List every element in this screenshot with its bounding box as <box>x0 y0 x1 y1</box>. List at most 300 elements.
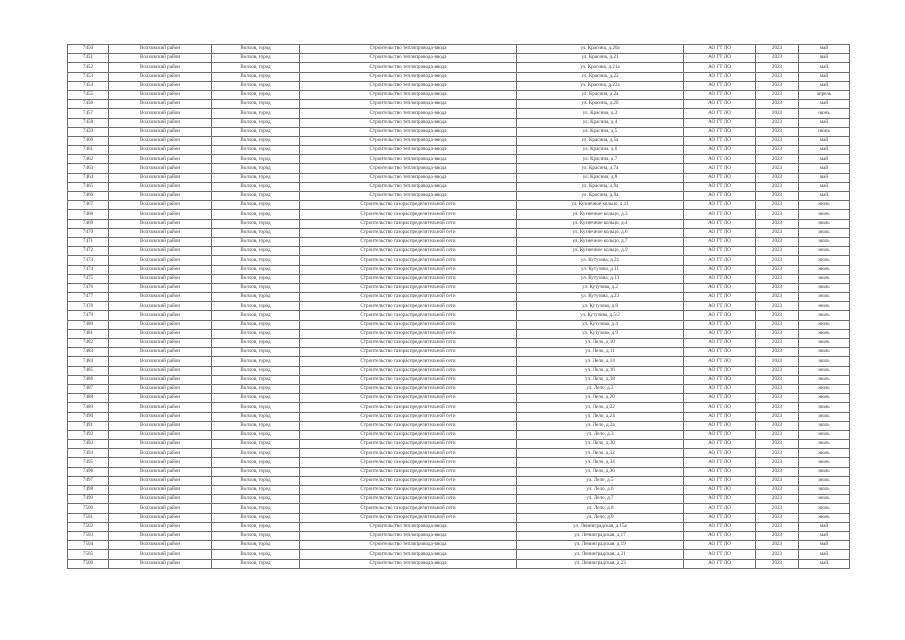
work-type-cell: Строительство теплопровода-ввода <box>300 45 517 54</box>
year-cell: 2023 <box>756 504 799 513</box>
work-type-cell: Строительство теплопровода-ввода <box>300 127 517 136</box>
address-cell: ул. Лело, д.24 <box>517 412 684 421</box>
table-row <box>68 90 850 99</box>
row-number-cell: 7477 <box>68 293 109 302</box>
locality-cell: Волхов, город <box>212 90 300 99</box>
row-number-cell: 7497 <box>68 476 109 485</box>
address-cell: ул. Ленинградская, д.19 <box>517 541 684 550</box>
organization-cell: АО ГТ ЛО <box>684 302 756 311</box>
address-cell: ул. Кутузова, д.9 <box>517 329 684 338</box>
district-cell: Волховский район <box>109 495 212 504</box>
district-cell: Волховский район <box>109 412 212 421</box>
work-type-cell: Строительство газораспределительной сети <box>300 375 517 384</box>
table-row <box>68 559 850 568</box>
year-cell: 2023 <box>756 201 799 210</box>
work-type-cell: Строительство газораспределительной сети <box>300 256 517 265</box>
organization-cell: АО ГТ ЛО <box>684 311 756 320</box>
district-cell: Волховский район <box>109 348 212 357</box>
organization-cell: АО ГТ ЛО <box>684 81 756 90</box>
address-cell: ул. Кузнечное кольцо, д.7 <box>517 237 684 246</box>
year-cell: 2023 <box>756 173 799 182</box>
work-type-cell: Строительство теплопровода-ввода <box>300 72 517 81</box>
address-cell: ул. Красина, д.5а <box>517 136 684 145</box>
work-type-cell: Строительство газораспределительной сети <box>300 476 517 485</box>
locality-cell: Волхов, город <box>212 430 300 439</box>
locality-cell: Волхов, город <box>212 421 300 430</box>
address-cell: ул. Кутузова, д.11 <box>517 265 684 274</box>
address-cell: ул. Кутузова, д.21 <box>517 256 684 265</box>
work-type-cell: Строительство газораспределительной сети <box>300 495 517 504</box>
organization-cell: АО ГТ ЛО <box>684 118 756 127</box>
year-cell: 2023 <box>756 375 799 384</box>
address-cell: ул. Лело, д.32 <box>517 449 684 458</box>
organization-cell: АО ГТ ЛО <box>684 54 756 63</box>
address-cell: ул. Кузнечное кольцо, д.3 <box>517 210 684 219</box>
year-cell: 2023 <box>756 412 799 421</box>
district-cell: Волховский район <box>109 90 212 99</box>
row-number-cell: 7454 <box>68 81 109 90</box>
year-cell: 2023 <box>756 90 799 99</box>
table-row <box>68 228 850 237</box>
table-row <box>68 247 850 256</box>
address-cell: ул. Красина, д.2а <box>517 90 684 99</box>
table-row <box>68 302 850 311</box>
district-cell: Волховский район <box>109 375 212 384</box>
locality-cell: Волхов, город <box>212 412 300 421</box>
year-cell: 2023 <box>756 182 799 191</box>
table-row <box>68 81 850 90</box>
district-cell: Волховский район <box>109 366 212 375</box>
organization-cell: АО ГТ ЛО <box>684 100 756 109</box>
table-row <box>68 265 850 274</box>
organization-cell: АО ГТ ЛО <box>684 421 756 430</box>
district-cell: Волховский район <box>109 440 212 449</box>
table-row <box>68 531 850 540</box>
locality-cell: Волхов, город <box>212 476 300 485</box>
locality-cell: Волхов, город <box>212 63 300 72</box>
row-number-cell: 7455 <box>68 90 109 99</box>
table-row <box>68 182 850 191</box>
address-cell: ул. Красина, д.8 <box>517 173 684 182</box>
district-cell: Волховский район <box>109 219 212 228</box>
row-number-cell: 7490 <box>68 412 109 421</box>
address-cell: ул. Кузнечное кольцо, д.4 <box>517 219 684 228</box>
month-cell: июль <box>799 201 850 210</box>
table-row <box>68 283 850 292</box>
address-cell: ул. Красина, д.9а <box>517 182 684 191</box>
month-cell: апрель <box>799 90 850 99</box>
district-cell: Волховский район <box>109 228 212 237</box>
work-type-cell: Строительство теплопровода-ввода <box>300 550 517 559</box>
table-row <box>68 164 850 173</box>
row-number-cell: 7475 <box>68 274 109 283</box>
month-cell: июль <box>799 403 850 412</box>
year-cell: 2023 <box>756 118 799 127</box>
year-cell: 2023 <box>756 541 799 550</box>
year-cell: 2023 <box>756 109 799 118</box>
address-cell: ул. Лело, д.22 <box>517 403 684 412</box>
locality-cell: Волхов, город <box>212 348 300 357</box>
district-cell: Волховский район <box>109 201 212 210</box>
year-cell: 2023 <box>756 348 799 357</box>
work-type-cell: Строительство газораспределительной сети <box>300 265 517 274</box>
locality-cell: Волхов, город <box>212 403 300 412</box>
work-type-cell: Строительство теплопровода-ввода <box>300 54 517 63</box>
table-row <box>68 513 850 522</box>
organization-cell: АО ГТ ЛО <box>684 403 756 412</box>
table-row <box>68 357 850 366</box>
locality-cell: Волхов, город <box>212 320 300 329</box>
row-number-cell: 7486 <box>68 375 109 384</box>
organization-cell: АО ГТ ЛО <box>684 486 756 495</box>
district-cell: Волховский район <box>109 458 212 467</box>
work-type-cell: Строительство газораспределительной сети <box>300 504 517 513</box>
year-cell: 2023 <box>756 45 799 54</box>
table-row <box>68 136 850 145</box>
row-number-cell: 7465 <box>68 182 109 191</box>
month-cell: июль <box>799 357 850 366</box>
organization-cell: АО ГТ ЛО <box>684 531 756 540</box>
document-page <box>67 44 849 569</box>
address-cell: ул. Лело, д.16 <box>517 366 684 375</box>
organization-cell: АО ГТ ЛО <box>684 476 756 485</box>
table-row <box>68 54 850 63</box>
row-number-cell: 7485 <box>68 366 109 375</box>
table-row <box>68 486 850 495</box>
district-cell: Волховский район <box>109 394 212 403</box>
row-number-cell: 7461 <box>68 146 109 155</box>
locality-cell: Волхов, город <box>212 440 300 449</box>
work-type-cell: Строительство теплопровода-ввода <box>300 136 517 145</box>
table-row <box>68 219 850 228</box>
work-type-cell: Строительство теплопровода-ввода <box>300 541 517 550</box>
year-cell: 2023 <box>756 394 799 403</box>
work-type-cell: Строительство газораспределительной сети <box>300 339 517 348</box>
month-cell: июль <box>799 430 850 439</box>
address-cell: ул. Кутузова, д.5/2 <box>517 311 684 320</box>
row-number-cell: 7462 <box>68 155 109 164</box>
row-number-cell: 7505 <box>68 550 109 559</box>
month-cell: июль <box>799 504 850 513</box>
month-cell: июль <box>799 311 850 320</box>
table-row <box>68 348 850 357</box>
table-row <box>68 100 850 109</box>
work-type-cell: Строительство газораспределительной сети <box>300 293 517 302</box>
row-number-cell: 7483 <box>68 348 109 357</box>
work-type-cell: Строительство теплопровода-ввода <box>300 100 517 109</box>
address-cell: ул. Лело, д.5 <box>517 476 684 485</box>
year-cell: 2023 <box>756 293 799 302</box>
row-number-cell: 7450 <box>68 45 109 54</box>
row-number-cell: 7494 <box>68 449 109 458</box>
address-cell: ул. Красина, д.5 <box>517 127 684 136</box>
organization-cell: АО ГТ ЛО <box>684 90 756 99</box>
work-type-cell: Строительство газораспределительной сети <box>300 449 517 458</box>
year-cell: 2023 <box>756 357 799 366</box>
address-cell: ул. Ленинградская, д.17 <box>517 531 684 540</box>
locality-cell: Волхов, город <box>212 513 300 522</box>
month-cell: июль <box>799 237 850 246</box>
month-cell: май <box>799 182 850 191</box>
month-cell: май <box>799 522 850 531</box>
locality-cell: Волхов, город <box>212 357 300 366</box>
table-row <box>68 192 850 201</box>
work-type-cell: Строительство газораспределительной сети <box>300 403 517 412</box>
month-cell: июль <box>799 366 850 375</box>
work-type-cell: Строительство газораспределительной сети <box>300 366 517 375</box>
row-number-cell: 7453 <box>68 72 109 81</box>
organization-cell: АО ГТ ЛО <box>684 72 756 81</box>
table-row <box>68 467 850 476</box>
district-cell: Волховский район <box>109 357 212 366</box>
address-cell: ул. Лело, д.2 <box>517 384 684 393</box>
year-cell: 2023 <box>756 458 799 467</box>
month-cell: июль <box>799 265 850 274</box>
district-cell: Волховский район <box>109 476 212 485</box>
work-type-cell: Строительство теплопровода-ввода <box>300 173 517 182</box>
address-cell: ул. Лело, д.36 <box>517 467 684 476</box>
row-number-cell: 7466 <box>68 192 109 201</box>
table-row <box>68 550 850 559</box>
month-cell: июль <box>799 412 850 421</box>
organization-cell: АО ГТ ЛО <box>684 348 756 357</box>
work-type-cell: Строительство теплопровода-ввода <box>300 118 517 127</box>
address-cell: ул. Лело, д.2а <box>517 421 684 430</box>
table-row <box>68 430 850 439</box>
row-number-cell: 7491 <box>68 421 109 430</box>
year-cell: 2023 <box>756 136 799 145</box>
month-cell: июнь <box>799 109 850 118</box>
row-number-cell: 7472 <box>68 247 109 256</box>
organization-cell: АО ГТ ЛО <box>684 467 756 476</box>
organization-cell: АО ГТ ЛО <box>684 495 756 504</box>
row-number-cell: 7456 <box>68 100 109 109</box>
month-cell: июль <box>799 513 850 522</box>
row-number-cell: 7451 <box>68 54 109 63</box>
organization-cell: АО ГТ ЛО <box>684 45 756 54</box>
year-cell: 2023 <box>756 219 799 228</box>
district-cell: Волховский район <box>109 283 212 292</box>
organization-cell: АО ГТ ЛО <box>684 210 756 219</box>
work-type-cell: Строительство теплопровода-ввода <box>300 531 517 540</box>
table-row <box>68 339 850 348</box>
locality-cell: Волхов, город <box>212 495 300 504</box>
locality-cell: Волхов, город <box>212 81 300 90</box>
district-cell: Волховский район <box>109 265 212 274</box>
locality-cell: Волхов, город <box>212 45 300 54</box>
locality-cell: Волхов, город <box>212 237 300 246</box>
month-cell: май <box>799 146 850 155</box>
locality-cell: Волхов, город <box>212 375 300 384</box>
district-cell: Волховский район <box>109 81 212 90</box>
row-number-cell: 7493 <box>68 440 109 449</box>
work-type-cell: Строительство теплопровода-ввода <box>300 164 517 173</box>
year-cell: 2023 <box>756 302 799 311</box>
month-cell: май <box>799 136 850 145</box>
organization-cell: АО ГТ ЛО <box>684 458 756 467</box>
year-cell: 2023 <box>756 274 799 283</box>
locality-cell: Волхов, город <box>212 173 300 182</box>
organization-cell: АО ГТ ЛО <box>684 522 756 531</box>
district-cell: Волховский район <box>109 541 212 550</box>
organization-cell: АО ГТ ЛО <box>684 366 756 375</box>
month-cell: май <box>799 550 850 559</box>
table-row <box>68 256 850 265</box>
row-number-cell: 7480 <box>68 320 109 329</box>
table-row <box>68 155 850 164</box>
address-cell: ул. Лело, д.9 <box>517 513 684 522</box>
row-number-cell: 7481 <box>68 329 109 338</box>
locality-cell: Волхов, город <box>212 384 300 393</box>
organization-cell: АО ГТ ЛО <box>684 164 756 173</box>
row-number-cell: 7487 <box>68 384 109 393</box>
locality-cell: Волхов, город <box>212 311 300 320</box>
organization-cell: АО ГТ ЛО <box>684 127 756 136</box>
district-cell: Волховский район <box>109 210 212 219</box>
row-number-cell: 7506 <box>68 559 109 568</box>
locality-cell: Волхов, город <box>212 486 300 495</box>
district-cell: Волховский район <box>109 72 212 81</box>
row-number-cell: 7474 <box>68 265 109 274</box>
table-row <box>68 522 850 531</box>
address-cell: ул. Лело, д.18 <box>517 375 684 384</box>
year-cell: 2023 <box>756 283 799 292</box>
organization-cell: АО ГТ ЛО <box>684 265 756 274</box>
row-number-cell: 7467 <box>68 201 109 210</box>
table-row <box>68 320 850 329</box>
address-cell: ул. Кутузова, д.2 <box>517 283 684 292</box>
organization-cell: АО ГТ ЛО <box>684 283 756 292</box>
organization-cell: АО ГТ ЛО <box>684 256 756 265</box>
locality-cell: Волхов, город <box>212 339 300 348</box>
address-cell: ул. Лело, д.8 <box>517 504 684 513</box>
organization-cell: АО ГТ ЛО <box>684 440 756 449</box>
locality-cell: Волхов, город <box>212 541 300 550</box>
year-cell: 2023 <box>756 320 799 329</box>
organization-cell: АО ГТ ЛО <box>684 513 756 522</box>
table-row <box>68 458 850 467</box>
work-type-cell: Строительство газораспределительной сети <box>300 421 517 430</box>
district-cell: Волховский район <box>109 531 212 540</box>
district-cell: Волховский район <box>109 100 212 109</box>
month-cell: июль <box>799 329 850 338</box>
organization-cell: АО ГТ ЛО <box>684 449 756 458</box>
address-cell: ул. Лело, д.3 <box>517 430 684 439</box>
row-number-cell: 7479 <box>68 311 109 320</box>
work-type-cell: Строительство теплопровода-ввода <box>300 81 517 90</box>
locality-cell: Волхов, город <box>212 559 300 568</box>
row-number-cell: 7463 <box>68 164 109 173</box>
row-number-cell: 7500 <box>68 504 109 513</box>
address-cell: ул. Кузнечное кольцо, д.6 <box>517 228 684 237</box>
district-cell: Волховский район <box>109 467 212 476</box>
locality-cell: Волхов, город <box>212 54 300 63</box>
organization-cell: АО ГТ ЛО <box>684 430 756 439</box>
month-cell: июль <box>799 375 850 384</box>
district-cell: Волховский район <box>109 384 212 393</box>
address-cell: ул. Ленинградская, д.15а <box>517 522 684 531</box>
address-cell: ул. Лело, д.10 <box>517 339 684 348</box>
month-cell: май <box>799 192 850 201</box>
organization-cell: АО ГТ ЛО <box>684 146 756 155</box>
year-cell: 2023 <box>756 54 799 63</box>
month-cell: июль <box>799 256 850 265</box>
year-cell: 2023 <box>756 486 799 495</box>
locality-cell: Волхов, город <box>212 467 300 476</box>
year-cell: 2023 <box>756 100 799 109</box>
work-type-cell: Строительство газораспределительной сети <box>300 237 517 246</box>
locality-cell: Волхов, город <box>212 146 300 155</box>
work-type-cell: Строительство газораспределительной сети <box>300 283 517 292</box>
work-type-cell: Строительство газораспределительной сети <box>300 357 517 366</box>
month-cell: июль <box>799 283 850 292</box>
month-cell: май <box>799 45 850 54</box>
row-number-cell: 7496 <box>68 467 109 476</box>
table-body <box>68 45 850 569</box>
row-number-cell: 7499 <box>68 495 109 504</box>
row-number-cell: 7484 <box>68 357 109 366</box>
district-cell: Волховский район <box>109 136 212 145</box>
district-cell: Волховский район <box>109 237 212 246</box>
work-type-cell: Строительство газораспределительной сети <box>300 348 517 357</box>
year-cell: 2023 <box>756 366 799 375</box>
organization-cell: АО ГТ ЛО <box>684 293 756 302</box>
work-type-cell: Строительство теплопровода-ввода <box>300 559 517 568</box>
month-cell: июль <box>799 302 850 311</box>
locality-cell: Волхов, город <box>212 201 300 210</box>
organization-cell: АО ГТ ЛО <box>684 320 756 329</box>
district-cell: Волховский район <box>109 430 212 439</box>
year-cell: 2023 <box>756 146 799 155</box>
organization-cell: АО ГТ ЛО <box>684 109 756 118</box>
year-cell: 2023 <box>756 247 799 256</box>
locality-cell: Волхов, город <box>212 100 300 109</box>
works-table <box>67 44 850 569</box>
district-cell: Волховский район <box>109 146 212 155</box>
row-number-cell: 7476 <box>68 283 109 292</box>
district-cell: Волховский район <box>109 247 212 256</box>
month-cell: июль <box>799 476 850 485</box>
month-cell: июль <box>799 274 850 283</box>
table-row <box>68 173 850 182</box>
organization-cell: АО ГТ ЛО <box>684 228 756 237</box>
district-cell: Волховский район <box>109 293 212 302</box>
month-cell: май <box>799 81 850 90</box>
address-cell: ул. Красина, д.22 <box>517 72 684 81</box>
district-cell: Волховский район <box>109 155 212 164</box>
year-cell: 2023 <box>756 531 799 540</box>
table-row <box>68 541 850 550</box>
district-cell: Волховский район <box>109 320 212 329</box>
district-cell: Волховский район <box>109 311 212 320</box>
district-cell: Волховский район <box>109 449 212 458</box>
district-cell: Волховский район <box>109 118 212 127</box>
month-cell: июль <box>799 449 850 458</box>
month-cell: май <box>799 63 850 72</box>
year-cell: 2023 <box>756 403 799 412</box>
month-cell: июль <box>799 421 850 430</box>
organization-cell: АО ГТ ЛО <box>684 375 756 384</box>
year-cell: 2023 <box>756 384 799 393</box>
work-type-cell: Строительство газораспределительной сети <box>300 228 517 237</box>
locality-cell: Волхов, город <box>212 329 300 338</box>
district-cell: Волховский район <box>109 522 212 531</box>
year-cell: 2023 <box>756 329 799 338</box>
year-cell: 2023 <box>756 476 799 485</box>
work-type-cell: Строительство газораспределительной сети <box>300 513 517 522</box>
work-type-cell: Строительство газораспределительной сети <box>300 311 517 320</box>
address-cell: ул. Красина, д.21 <box>517 54 684 63</box>
